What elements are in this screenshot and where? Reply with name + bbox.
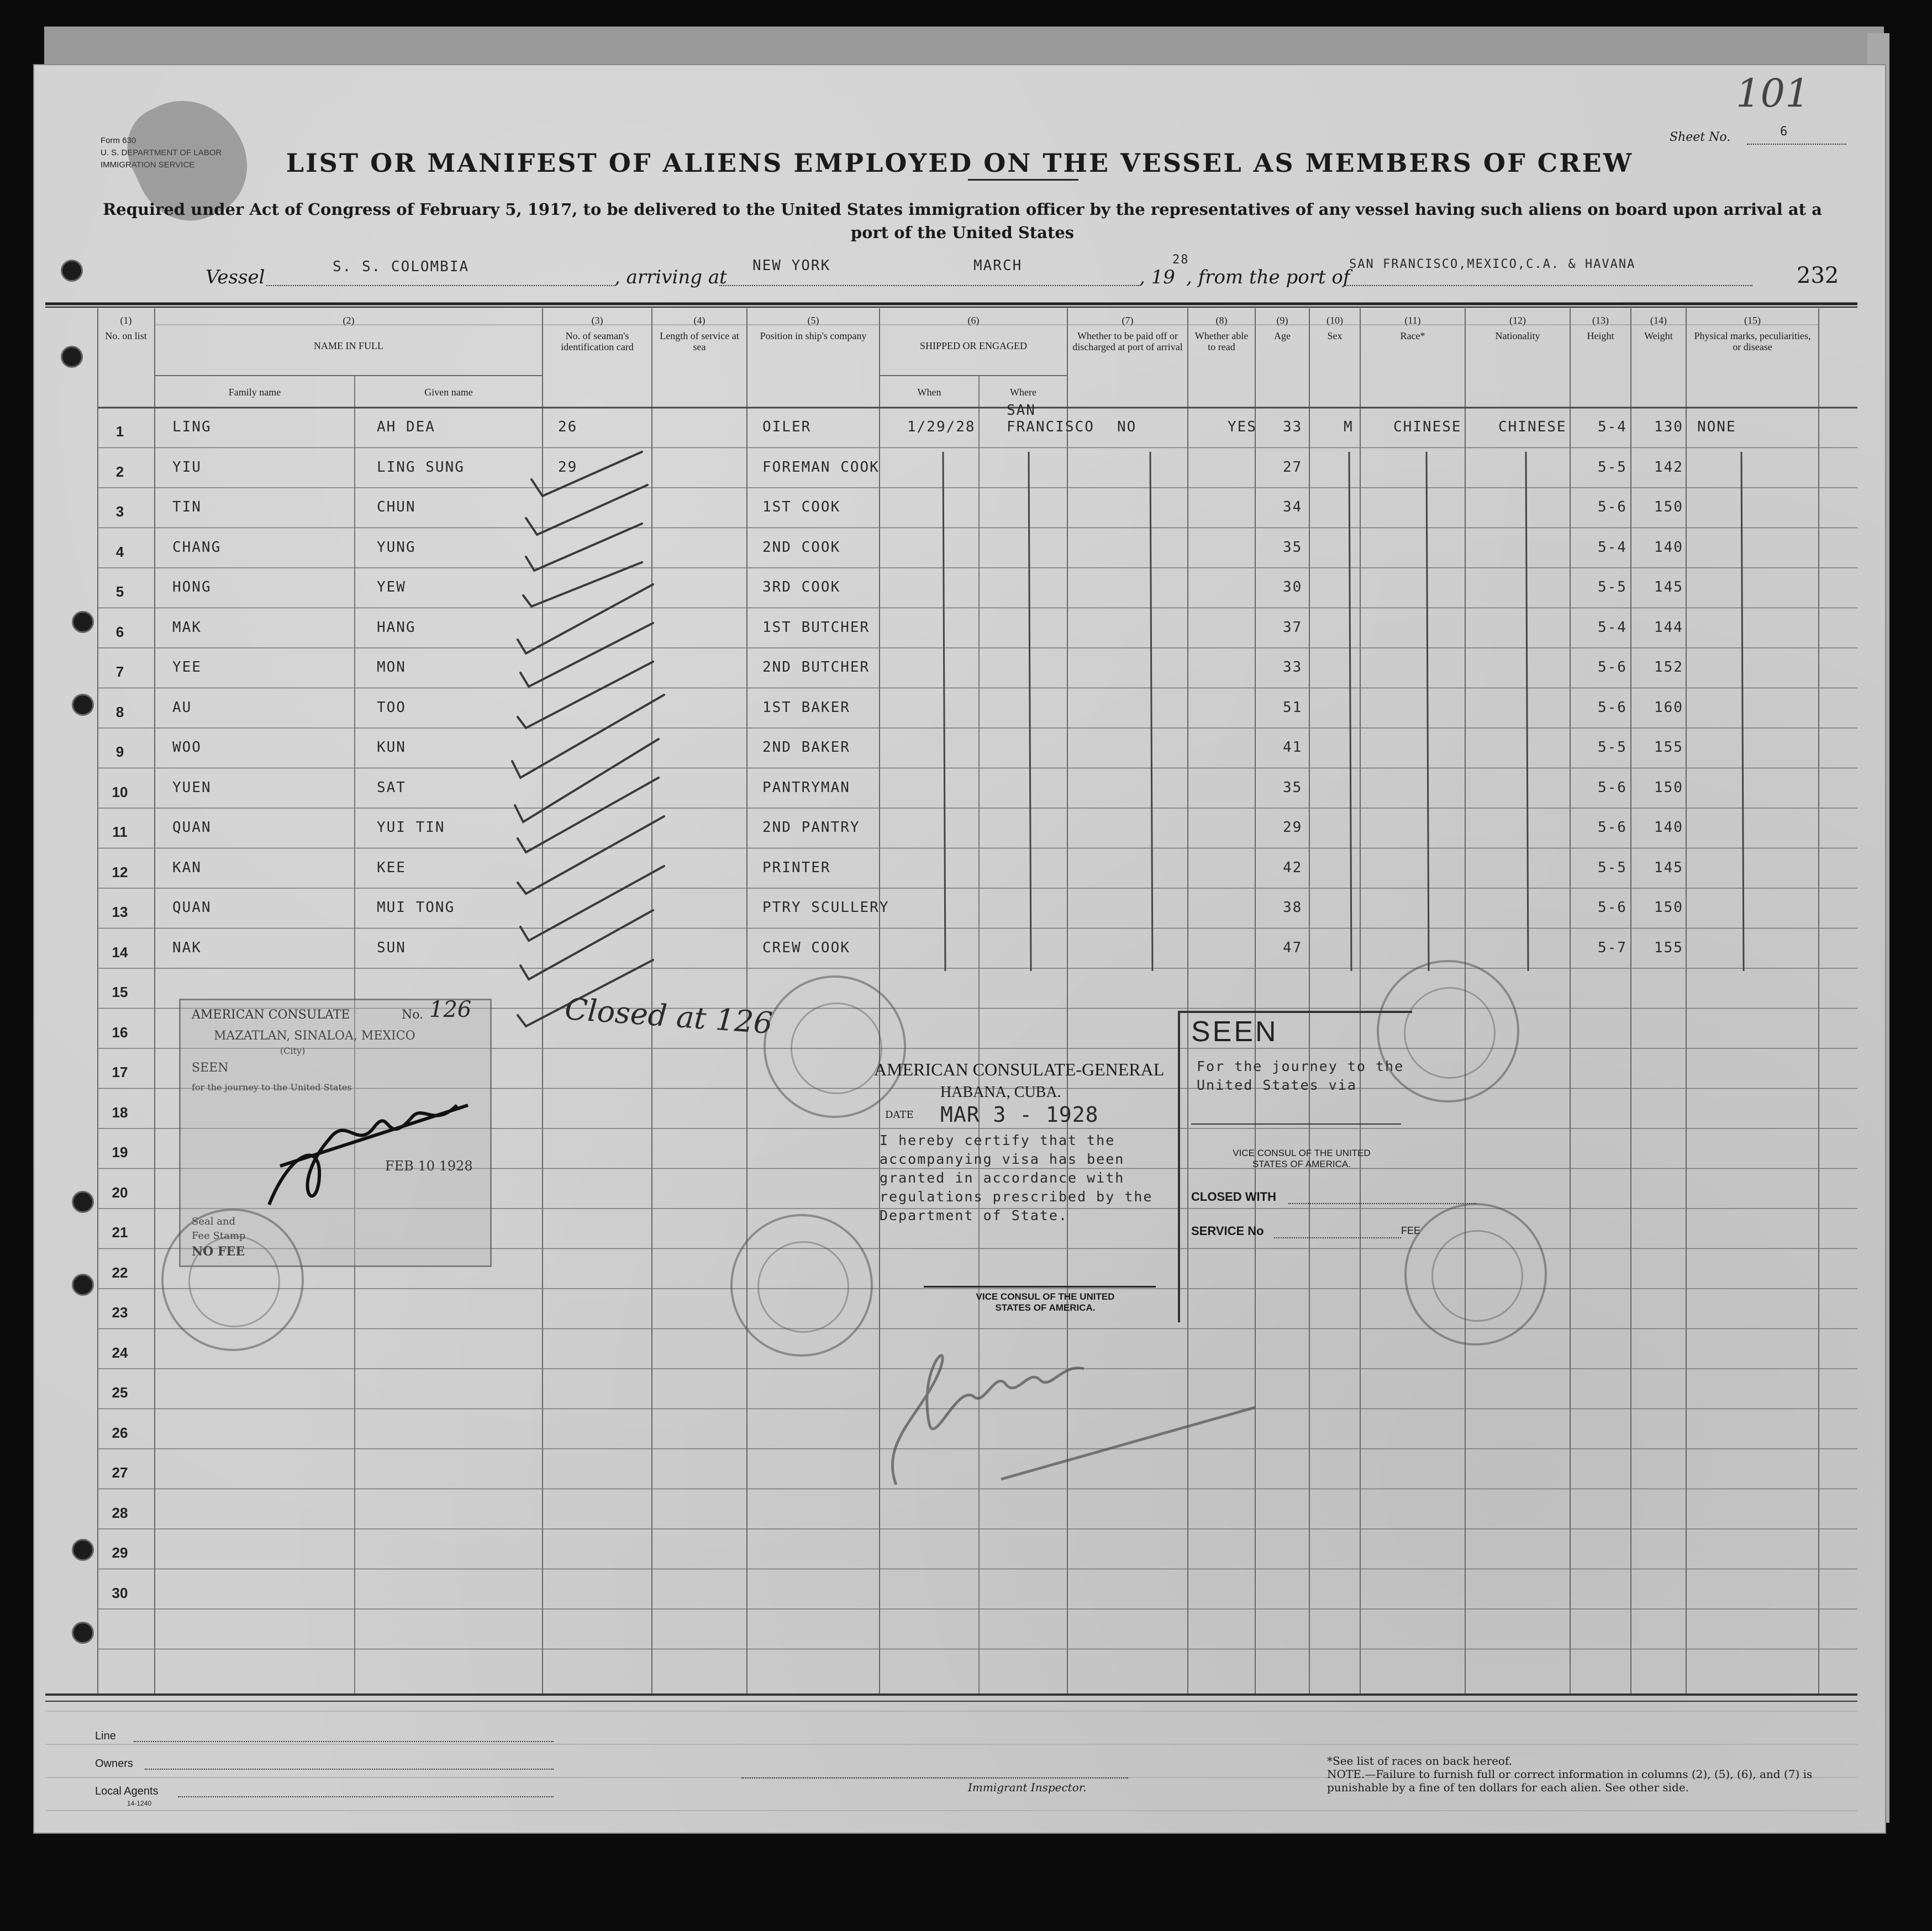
cell-family: NAK: [172, 939, 202, 956]
year-value: 28: [1172, 253, 1189, 267]
from-port-label: , from the port of: [1186, 266, 1350, 288]
row-number: 15: [112, 984, 128, 1000]
local-agents-field: [178, 1796, 554, 1797]
column-header: No. on list: [105, 330, 147, 341]
column-number: (4): [693, 315, 706, 326]
habana-heading: AMERICAN CONSULATE-GENERAL: [874, 1059, 1165, 1079]
row-number: 27: [112, 1464, 128, 1481]
cell-weight: 160: [1654, 699, 1683, 716]
arriving-label: , arriving at: [614, 266, 727, 288]
column-number: (13): [1592, 315, 1609, 326]
column-header: Sex: [1327, 330, 1343, 341]
closed-at-note: Closed at 126: [564, 991, 774, 1041]
cell-height: 5-4: [1598, 419, 1627, 435]
column-number: (11): [1404, 315, 1421, 326]
column-number: (6): [967, 315, 980, 326]
from-port-value: SAN FRANCISCO,MEXICO,C.A. & HAVANA: [1349, 257, 1636, 271]
column-header: No. of seaman's identification card: [561, 330, 634, 352]
cell-card: 29: [558, 458, 578, 476]
row-number: 16: [112, 1023, 128, 1041]
cell-given: SAT: [377, 779, 406, 796]
grid-line: [943, 452, 945, 971]
row-number: 25: [112, 1384, 128, 1401]
grid-line: [1150, 452, 1152, 971]
row-number: 4: [115, 543, 124, 560]
column-header: Whether to be paid off or discharged at port of arrival: [1072, 330, 1183, 352]
cell-weight: 145: [1654, 579, 1683, 595]
cell-age: 30: [1283, 579, 1303, 595]
service-no-line: [1274, 1237, 1401, 1238]
cell-weight: 140: [1654, 819, 1683, 836]
cell-position: PANTRYMAN: [762, 779, 850, 796]
cell-family: TIN: [172, 499, 202, 515]
habana-vice-consul: VICE CONSUL OF THE UNITED STATES OF AMERICA.: [976, 1291, 1115, 1313]
cell-position: 1ST BUTCHER: [762, 619, 870, 636]
cell-position: FOREMAN COOK: [762, 458, 880, 476]
column-number: (3): [591, 315, 603, 326]
column-number: (1): [120, 315, 132, 326]
cell-family: QUAN: [172, 819, 212, 836]
cell-nationality: CHINESE: [1498, 419, 1567, 435]
cell-position: 2ND BAKER: [762, 739, 850, 756]
grid-line: [1349, 452, 1351, 971]
column-header: NAME IN FULL: [314, 340, 383, 351]
cell-age: 33: [1283, 419, 1303, 435]
habana-city: HABANA, CUBA.: [940, 1084, 1061, 1101]
cell-family: LING: [172, 419, 212, 435]
cell-weight: 150: [1654, 899, 1683, 916]
inspector-line: [741, 1777, 1128, 1779]
cell-position: CREW COOK: [762, 939, 850, 956]
cell-age: 47: [1283, 939, 1303, 956]
row-number: 3: [115, 503, 124, 520]
cell-height: 5-5: [1598, 458, 1627, 476]
month-value: MARCH: [973, 257, 1023, 274]
cell-height: 5-6: [1598, 659, 1627, 676]
cell-age: 37: [1283, 619, 1303, 636]
cell-height: 5-6: [1598, 779, 1627, 796]
cell-height: 5-5: [1598, 579, 1627, 595]
row-number: 2: [115, 463, 124, 480]
habana-certification: I hereby certify that the accompanying visa has been granted in accordance with regulations prescribed by the Department of State.: [880, 1132, 1153, 1223]
page-subtitle: Required under Act of Congress of February 5, 1917, to be delivered to the United States immigration officer by the representatives of any vessel having such aliens on board upon arrival at a port of the United States: [103, 200, 1822, 242]
cell-height: 5-4: [1598, 539, 1627, 556]
cell-weight: 155: [1654, 939, 1683, 956]
consulate-seal-icon: [1404, 1203, 1547, 1346]
row-number: 6: [115, 623, 124, 640]
row-number: 1: [115, 423, 124, 440]
seen-signature-line: [1191, 1123, 1401, 1125]
year-label: , 19: [1139, 266, 1175, 288]
mazatlan-city-label: (City): [280, 1046, 306, 1056]
column-header: Height: [1587, 330, 1614, 341]
cell-given: CHUN: [377, 499, 416, 515]
cell-given: YUNG: [377, 539, 416, 556]
cell-weight: 140: [1654, 539, 1683, 556]
column-header: Physical marks, peculiarities, or disease: [1694, 330, 1811, 352]
cell-race: CHINESE: [1393, 419, 1462, 435]
row-number: 26: [112, 1424, 128, 1441]
row-number: 11: [112, 824, 128, 840]
mazatlan-seen: SEEN: [192, 1061, 229, 1075]
cell-age: 35: [1283, 779, 1303, 796]
cell-position: 3RD COOK: [762, 579, 841, 595]
cell-position: PTRY SCULLERY: [762, 899, 889, 916]
check-marks: [509, 441, 686, 1059]
column-header: Position in ship's company: [760, 330, 867, 341]
cell-given: KUN: [377, 739, 406, 756]
grid-line: [1029, 452, 1031, 971]
cell-when: 1/29/28: [907, 419, 976, 435]
cell-given: MON: [377, 659, 406, 676]
penalty-note: NOTE.—Failure to furnish full or correct information in columns (2), (5), (6), and (7) is punishable by a fine of ten dollars for each alien. See other side.: [1327, 1768, 1813, 1794]
mazatlan-seal-label: Seal and: [192, 1216, 236, 1227]
cell-position: OILER: [762, 419, 812, 435]
column-header: Age: [1274, 330, 1291, 341]
row-number: 18: [112, 1104, 128, 1121]
cell-age: 42: [1283, 859, 1303, 876]
cell-family: KAN: [172, 859, 202, 876]
column-number: (14): [1650, 315, 1667, 326]
column-header: Race*: [1400, 330, 1425, 341]
cell-position: 2ND COOK: [762, 539, 841, 556]
column-number: (8): [1215, 315, 1228, 326]
seen-stamp: [1178, 1011, 1421, 1322]
seen-vice-consul: VICE CONSUL OF THE UNITED STATES OF AMERICA.: [1233, 1148, 1371, 1169]
row-number: 23: [112, 1304, 128, 1321]
cell-given: SUN: [377, 939, 406, 956]
cell-weight: 144: [1654, 619, 1683, 636]
cell-family: YIU: [172, 458, 202, 476]
cell-height: 5-7: [1598, 939, 1627, 956]
service-name: IMMIGRATION SERVICE: [101, 160, 195, 170]
mazatlan-number: 126: [429, 997, 472, 1022]
vessel-value: S. S. COLOMBIA: [333, 258, 470, 275]
column-number: (12): [1509, 315, 1526, 326]
column-number: (5): [807, 315, 819, 326]
department-name: U. S. DEPARTMENT OF LABOR: [101, 148, 222, 157]
inspector-signature-icon: [874, 1302, 1272, 1512]
service-no-label: SERVICE No: [1191, 1224, 1264, 1238]
habana-date-label: DATE: [885, 1109, 914, 1121]
cell-family: AU: [172, 699, 192, 716]
cell-height: 5-6: [1598, 499, 1627, 515]
column-number: (15): [1744, 315, 1761, 326]
row-number: 13: [112, 904, 128, 920]
cell-given: KEE: [377, 859, 406, 876]
mazatlan-fee-stamp: Fee Stamp: [192, 1230, 246, 1242]
cell-family: MAK: [172, 619, 202, 636]
row-number: 10: [112, 783, 128, 800]
mazatlan-heading: AMERICAN CONSULATE: [192, 1008, 350, 1022]
row-number: 17: [112, 1064, 128, 1080]
cell-family: QUAN: [172, 899, 212, 916]
cell-given: MUI TONG: [377, 899, 455, 916]
column-number: (7): [1122, 315, 1134, 326]
cell-weight: 145: [1654, 859, 1683, 876]
cell-weight: 150: [1654, 499, 1683, 515]
cell-family: WOO: [172, 739, 202, 756]
grid-line: [1426, 452, 1429, 971]
owners-label: Owners: [95, 1758, 133, 1770]
row-number: 22: [112, 1264, 128, 1281]
local-agents-label: Local Agents: [95, 1785, 159, 1797]
row-number: 29: [112, 1544, 128, 1561]
cell-height: 5-6: [1598, 819, 1627, 836]
cell-age: 29: [1283, 819, 1303, 836]
corner-number: 101: [1736, 71, 1810, 116]
consul-signature-icon: [258, 1039, 479, 1227]
row-number: 28: [112, 1504, 128, 1521]
cell-position: 2ND PANTRY: [762, 819, 860, 836]
column-number: (10): [1326, 315, 1343, 326]
cell-age: 51: [1283, 699, 1303, 716]
column-subheader: Given name: [424, 387, 473, 398]
owners-field: [145, 1769, 554, 1770]
habana-consulate-stamp: [863, 1059, 1172, 1313]
cell-card: 26: [558, 419, 578, 435]
consulate-seal-icon: [1377, 960, 1519, 1102]
mazatlan-city: MAZATLAN, SINALOA, MEXICO: [214, 1029, 415, 1043]
cell-height: 5-5: [1598, 859, 1627, 876]
manifest-sheet: [34, 65, 1885, 1833]
column-subheader: Where: [1010, 387, 1036, 398]
cell-weight: 130: [1654, 419, 1683, 435]
habana-date: MAR 3 - 1928: [940, 1102, 1099, 1127]
consulate-seal-icon: [161, 1209, 304, 1351]
cell-height: 5-6: [1598, 899, 1627, 916]
cell-where: SAN FRANCISCO: [1007, 402, 1094, 435]
cell-position: 1ST COOK: [762, 499, 841, 515]
cell-weight: 150: [1654, 779, 1683, 796]
grid-line: [1526, 452, 1528, 971]
cell-sex: M: [1344, 419, 1354, 435]
vessel-label: Vessel: [206, 266, 265, 288]
cell-read: YES: [1228, 419, 1257, 435]
column-subheader: When: [917, 387, 941, 398]
cell-given: HANG: [377, 619, 416, 636]
page-number: 232: [1797, 263, 1839, 288]
closed-with-label: CLOSED WITH: [1191, 1190, 1276, 1204]
cell-age: 27: [1283, 458, 1303, 476]
column-header: SHIPPED OR ENGAGED: [919, 340, 1027, 351]
column-number: (9): [1276, 315, 1288, 326]
line-label: Line: [95, 1730, 116, 1742]
form-code: 14-1240: [127, 1800, 152, 1807]
cell-age: 34: [1283, 499, 1303, 515]
row-number: 8: [115, 703, 124, 720]
cell-given: YEW: [377, 579, 406, 595]
seen-journey: For the journey to the United States via: [1197, 1058, 1404, 1093]
cell-age: 41: [1283, 739, 1303, 756]
cell-given: LING SUNG: [377, 458, 465, 476]
column-header: Weight: [1644, 330, 1673, 341]
closed-with-line: [1288, 1203, 1476, 1204]
cell-paid-off: NO: [1117, 419, 1137, 435]
row-number: 19: [112, 1144, 128, 1160]
row-number: 30: [112, 1584, 128, 1601]
fee-label: FEE: [1401, 1225, 1421, 1236]
cell-height: 5-5: [1598, 739, 1627, 756]
form-number: Form 630: [101, 136, 136, 145]
column-subheader: Family name: [228, 387, 281, 398]
arriving-value: NEW YORK: [752, 257, 831, 274]
cell-weight: 155: [1654, 739, 1683, 756]
column-number: (2): [343, 315, 355, 326]
row-number: 5: [115, 583, 124, 600]
mazatlan-no-fee: NO FEE: [192, 1244, 245, 1259]
page-title: LIST OR MANIFEST OF ALIENS EMPLOYED ON THE VESSEL AS MEMBERS OF CREW: [286, 148, 1634, 178]
row-number: 24: [112, 1344, 128, 1361]
cell-position: 2ND BUTCHER: [762, 659, 870, 676]
cell-age: 35: [1283, 539, 1303, 556]
cell-position: 1ST BAKER: [762, 699, 850, 716]
cell-age: 38: [1283, 899, 1303, 916]
column-header: Length of service at sea: [660, 330, 739, 352]
cell-given: TOO: [377, 699, 406, 716]
row-number: 14: [112, 943, 128, 961]
sheet-number-label: Sheet No.: [1670, 130, 1731, 144]
cell-family: YEE: [172, 659, 202, 676]
cell-age: 33: [1283, 659, 1303, 676]
column-header: Whether able to read: [1194, 330, 1249, 352]
cell-height: 5-6: [1598, 699, 1627, 716]
line-field: [134, 1741, 554, 1742]
cell-position: PRINTER: [762, 859, 831, 876]
row-number: 9: [115, 743, 124, 760]
seen-title: SEEN: [1191, 1016, 1278, 1048]
consulate-seal-icon: [764, 975, 906, 1118]
cell-given: YUI TIN: [377, 819, 445, 836]
cell-weight: 152: [1654, 659, 1683, 676]
inspector-label: Immigrant Inspector.: [968, 1781, 1087, 1794]
cell-marks: NONE: [1697, 419, 1736, 435]
races-note: *See list of races on back hereof.: [1327, 1754, 1513, 1768]
consulate-seal-icon: [730, 1214, 873, 1357]
column-header: Nationality: [1495, 330, 1540, 341]
cell-given: AH DEA: [377, 419, 435, 435]
mazatlan-no-label: No.: [402, 1008, 424, 1022]
mazatlan-date: FEB 10 1928: [385, 1158, 473, 1174]
row-number: 7: [115, 663, 124, 680]
row-number: 20: [112, 1184, 128, 1201]
habana-signature-line: [924, 1286, 1156, 1288]
cell-family: YUEN: [172, 779, 212, 796]
cell-height: 5-4: [1598, 619, 1627, 636]
cell-family: CHANG: [172, 539, 222, 556]
grid-line: [1741, 452, 1744, 971]
cell-weight: 142: [1654, 458, 1683, 476]
cell-family: HONG: [172, 579, 212, 595]
row-number: 12: [112, 863, 128, 880]
row-number: 21: [112, 1224, 128, 1241]
sheet-number-value: 6: [1780, 125, 1789, 139]
mazatlan-journey: for the journey to the United States: [192, 1082, 352, 1093]
